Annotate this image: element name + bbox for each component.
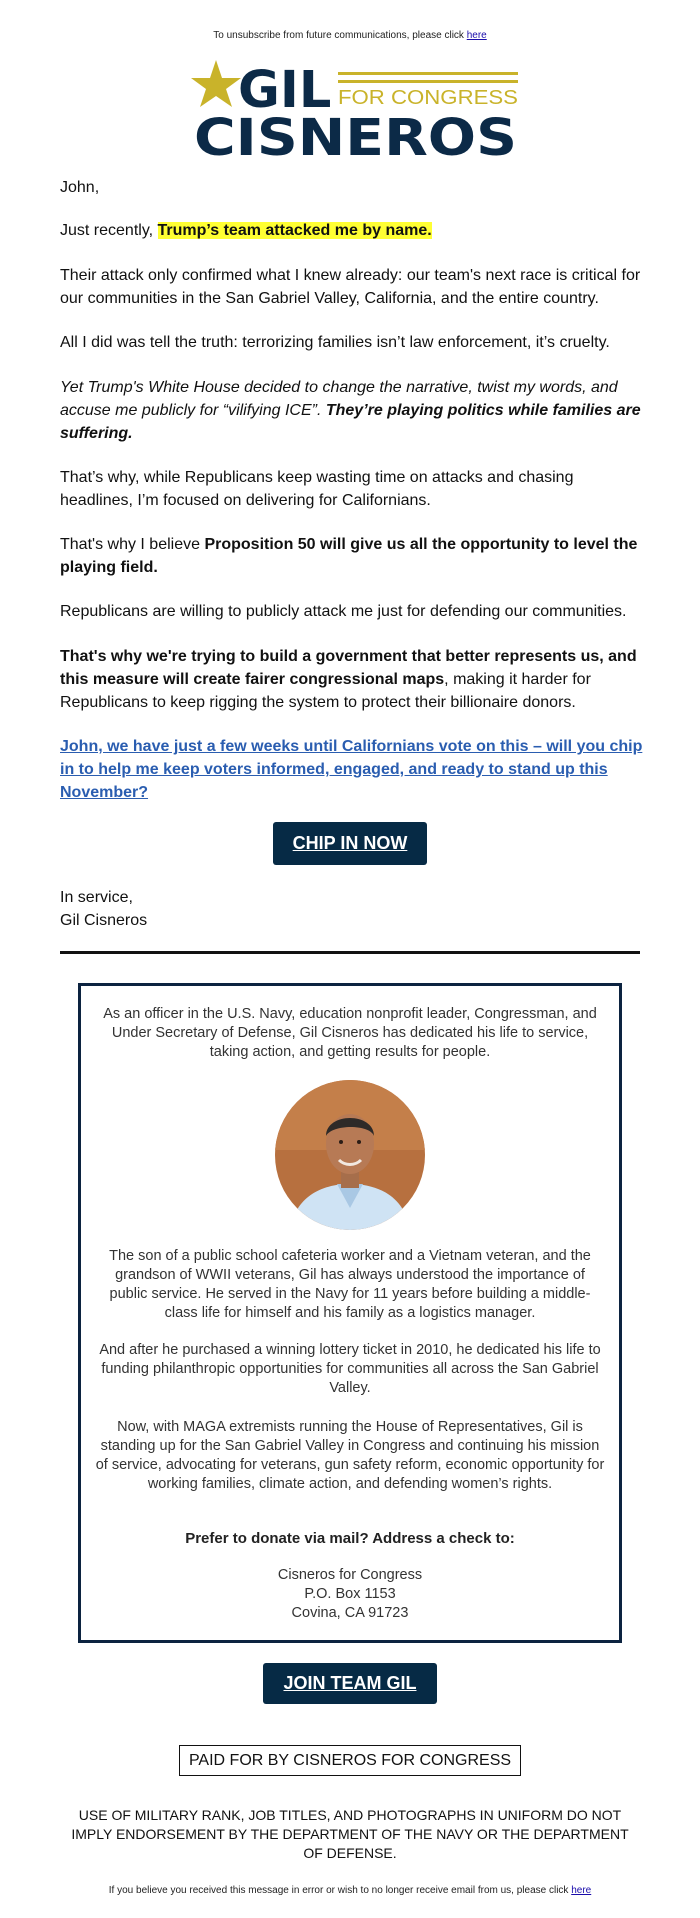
bio-philanthropy: And after he purchased a winning lottery ticket in 2010, he dedicated his life to funding philanthropic opportunities for communities all across the San Gabriel Valley. [99, 1342, 601, 1396]
p6-intro: That's why I believe [60, 536, 205, 553]
join-team-button[interactable]: JOIN TEAM GIL [263, 1663, 437, 1704]
bio-mission: Now, with MAGA extremists running the House of Representatives, Gil is standing up for the San Gabriel Valley in Congress and continuing his mission of service, advocating for veterans, gun safety reform, economic opportunity for working families, climate action, and defending women’s rights. [95, 1419, 605, 1492]
unsubscribe-link[interactable]: here [466, 30, 487, 41]
signoff: In service, [60, 889, 133, 906]
letter-paragraph-6 [60, 533, 643, 579]
campaign-logo [190, 58, 520, 158]
p1-intro: Just recently, [60, 222, 158, 239]
address-line-3: Covina, CA 91723 [291, 1605, 409, 1621]
unsubscribe-text: To unsubscribe from future communications, please click [213, 30, 464, 41]
logo-stripe-2 [338, 80, 518, 83]
error-unsubscribe-link[interactable]: here [571, 1885, 592, 1896]
p8-rest: , making it harder for Republicans to keep rigging the system to protect their billionaire donors. [60, 671, 591, 711]
logo-tagline: FOR CONGRESS [338, 87, 518, 109]
letter-paragraph-5: That’s why, while Republicans keep wasting time on attacks and chasing headlines, I’m focused on delivering for Californians. [60, 469, 574, 509]
bio-background: The son of a public school cafeteria worker and a Vietnam veteran, and the grandson of WWII veterans, Gil has always understood the importance of public service. He served in the Navy for 11 years before building a middle-class life for himself and his family as a logistics manager. [109, 1248, 591, 1321]
unsubscribe-note [0, 30, 700, 41]
p8-bold: That's why we're trying to build a government that better represents us, and this measure will create fairer congressional maps [60, 648, 637, 688]
bio-intro: As an officer in the U.S. Navy, education nonprofit leader, Congressman, and Under Secretary of Defense, Gil Cisneros has dedicated his life to service, taking action, and getting results for people. [103, 1006, 597, 1060]
letter-paragraph-2: Their attack only confirmed what I knew already: our team's next race is critical for our communities in the San Gabriel Valley, California, and the entire country. [60, 267, 641, 307]
p1-highlight: Trump’s team attacked me by name. [157, 222, 432, 239]
signoff-block [60, 886, 147, 932]
p6-bold: Proposition 50 will give us all the opportunity to level the playing field. [60, 536, 638, 576]
error-text: If you believe you received this message in error or wish to no longer receive email from us, please click [108, 1885, 569, 1896]
p4-italic: Yet Trump's White House decided to change the narrative, twist my words, and accuse me publicly for “vilifying ICE”. [60, 379, 618, 419]
mailing-address [95, 1566, 605, 1623]
address-line-1: Cisneros for Congress [277, 1567, 423, 1583]
logo-cisneros: CISNEROS [194, 109, 517, 158]
candidate-photo [275, 1080, 425, 1230]
signature: Gil Cisneros [60, 912, 148, 929]
donation-ask [60, 735, 643, 804]
address-line-2: P.O. Box 1153 [304, 1586, 396, 1602]
letter-paragraph-4 [60, 376, 643, 445]
paid-for-box: PAID FOR BY CISNEROS FOR CONGRESS [179, 1745, 521, 1776]
letter-paragraph-8 [60, 645, 643, 714]
letter-paragraph-3: All I did was tell the truth: terrorizing families isn’t law enforcement, it’s cruelty. [60, 334, 610, 351]
mail-donation-heading: Prefer to donate via mail? Address a check to: [185, 1530, 515, 1547]
logo-stripe-1 [338, 72, 518, 75]
letter-paragraph-1 [60, 219, 643, 242]
donation-ask-link[interactable]: John, we have just a few weeks until Californians vote on this – will you chip in to help me keep voters informed, engaged, and ready to stand up this November? [60, 738, 643, 801]
chip-in-button[interactable]: CHIP IN NOW [273, 822, 427, 865]
star-icon [191, 60, 241, 107]
letter-paragraph-7: Republicans are willing to publicly attack me just for defending our communities. [60, 603, 627, 620]
error-note [0, 1885, 700, 1896]
p4-bold-italic: They’re playing politics while families are suffering. [60, 402, 641, 442]
greeting: John, [60, 179, 100, 196]
military-disclaimer: USE OF MILITARY RANK, JOB TITLES, AND PHOTOGRAPHS IN UNIFORM DO NOT IMPLY ENDORSEMENT BY THE DEPARTMENT OF THE NAVY OR THE DEPARTMENT OF DEFENSE. [71, 1807, 629, 1861]
divider [60, 951, 640, 954]
logo-gil: GIL [238, 61, 332, 120]
